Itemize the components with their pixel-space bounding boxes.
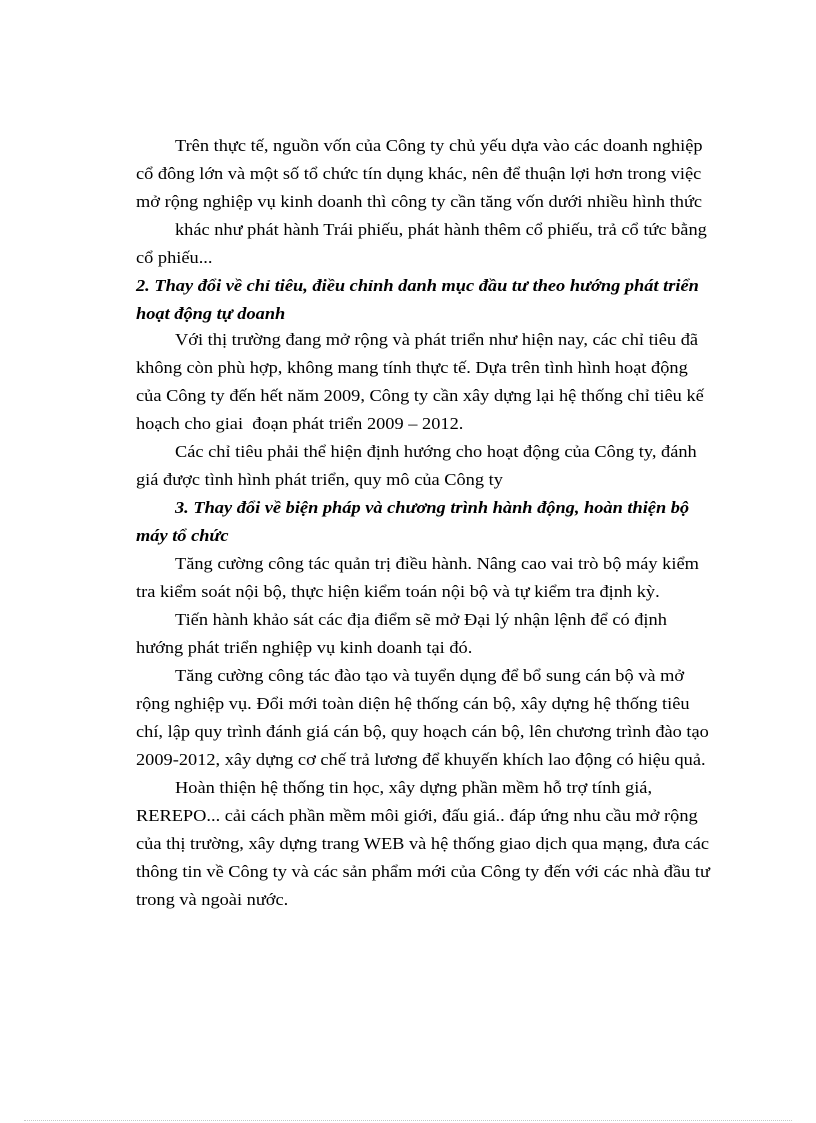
- paragraph-line: trong và ngoài nước.: [136, 890, 289, 909]
- paragraph-line: REREPO... cải cách phần mềm môi giới, đấu giá.. đáp ứng nhu cầu mở rộng: [136, 806, 698, 825]
- paragraph-line: Tăng cường công tác quản trị điều hành. Nâng cao vai trò bộ máy kiểm: [175, 554, 699, 573]
- section-heading-3: 3. Thay đổi về biện pháp và chương trình hành động, hoàn thiện bộ: [175, 498, 690, 517]
- paragraph-line: Các chỉ tiêu phải thể hiện định hướng cho hoạt động của Công ty, đánh: [175, 442, 697, 461]
- paragraph-line: khác như phát hành Trái phiếu, phát hành thêm cổ phiếu, trả cổ tức bằng: [175, 220, 707, 239]
- section-heading-2: 2. Thay đổi về chỉ tiêu, điều chỉnh danh mục đầu tư theo hướng phát triển: [136, 276, 699, 295]
- section-heading-3-cont: máy tổ chức: [136, 526, 229, 545]
- paragraph-line: Tăng cường công tác đào tạo và tuyển dụng để bổ sung cán bộ và mở: [175, 666, 685, 685]
- paragraph-line: 2009-2012, xây dựng cơ chế trả lương để khuyến khích lao động có hiệu quả.: [136, 750, 706, 769]
- paragraph-line: giá được tình hình phát triển, quy mô của Công ty: [136, 470, 503, 489]
- paragraph-line: hoạch cho giai đoạn phát triển 2009 – 2012.: [136, 414, 464, 433]
- paragraph-line: mở rộng nghiệp vụ kinh doanh thì công ty cần tăng vốn dưới nhiều hình thức: [136, 192, 703, 211]
- paragraph-line: không còn phù hợp, không mang tính thực tế. Dựa trên tình hình hoạt động: [136, 358, 688, 377]
- paragraph-line: thông tin về Công ty và các sản phẩm mới của Công ty đến với các nhà đầu tư: [136, 862, 710, 881]
- paragraph-line: Hoàn thiện hệ thống tin học, xây dựng phần mềm hỗ trợ tính giá,: [175, 778, 653, 797]
- paragraph-line: Với thị trường đang mở rộng và phát triển như hiện nay, các chỉ tiêu đã: [175, 330, 699, 349]
- paragraph-line: hướng phát triển nghiệp vụ kinh doanh tại đó.: [136, 638, 473, 657]
- paragraph-line: Trên thực tế, nguồn vốn của Công ty chủ yếu dựa vào các doanh nghiệp: [175, 136, 703, 155]
- paragraph-line: Tiến hành khảo sát các địa điểm sẽ mở Đại lý nhận lệnh để có định: [175, 610, 667, 629]
- paragraph-line: cổ đông lớn và một số tổ chức tín dụng khác, nên để thuận lợi hơn trong việc: [136, 164, 702, 183]
- paragraph-line: rộng nghiệp vụ. Đổi mới toàn diện hệ thống cán bộ, xây dựng hệ thống tiêu: [136, 694, 690, 713]
- paragraph-line: tra kiểm soát nội bộ, thực hiện kiểm toán nội bộ và tự kiểm tra định kỳ.: [136, 582, 660, 601]
- page-bottom-divider: [24, 1120, 792, 1121]
- paragraph-line: chí, lập quy trình đánh giá cán bộ, quy hoạch cán bộ, lên chương trình đào tạo: [136, 722, 709, 741]
- section-heading-2-cont: hoạt động tự doanh: [136, 304, 286, 323]
- paragraph-line: cổ phiếu...: [136, 248, 213, 267]
- paragraph-line: của thị trường, xây dựng trang WEB và hệ thống giao dịch qua mạng, đưa các: [136, 834, 710, 853]
- paragraph-line: của Công ty đến hết năm 2009, Công ty cần xây dựng lại hệ thống chỉ tiêu kế: [136, 386, 704, 405]
